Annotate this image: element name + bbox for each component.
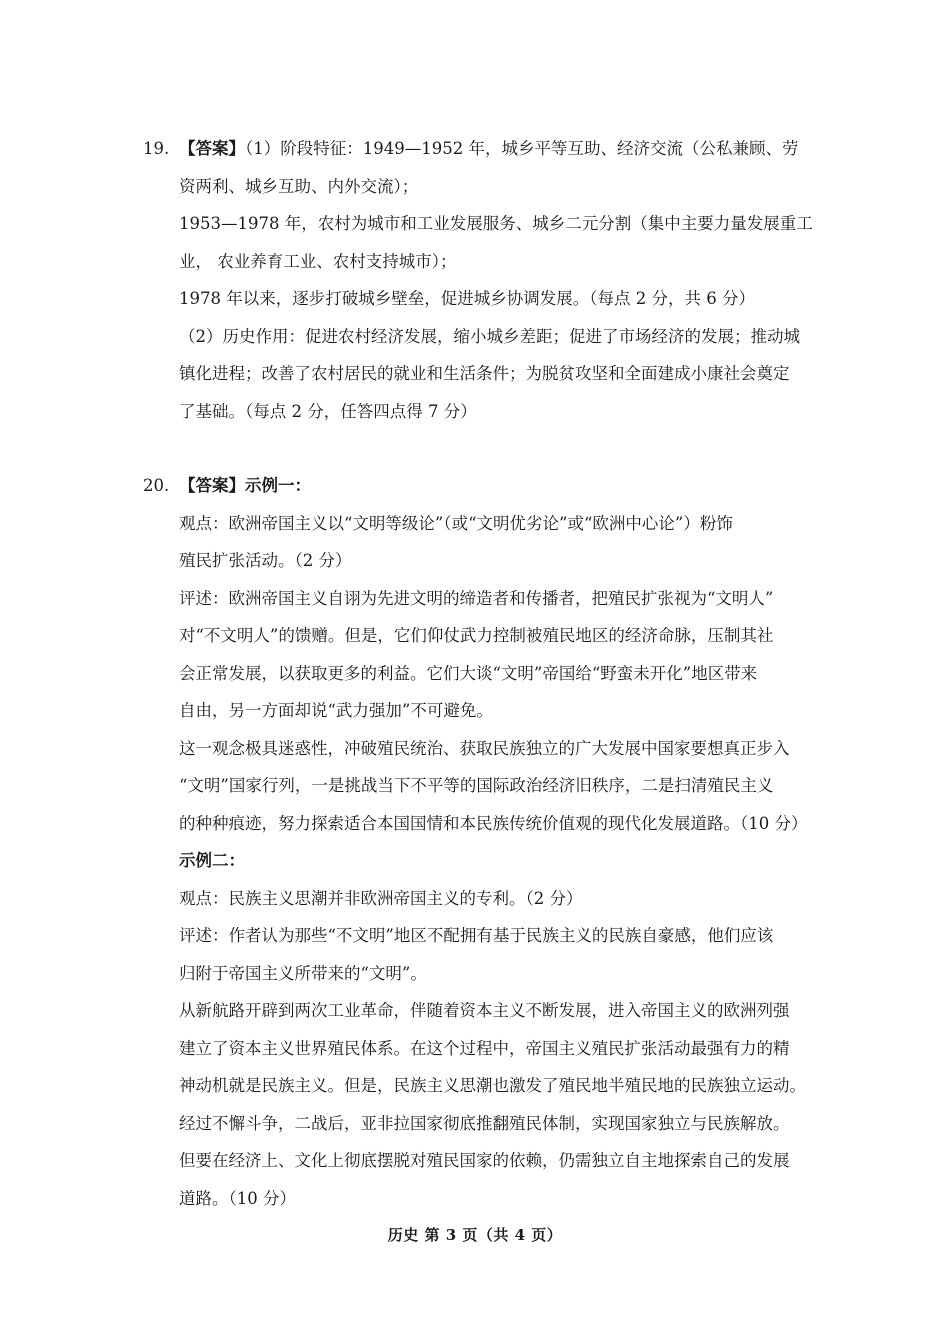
example-2-text-line: 评述：作者认为那些“不文明”地区不配拥有基于民族主义的民族自豪感，他们应该 — [179, 926, 774, 945]
answer-text-line: （1）阶段特征：1949—1952 年，城乡平等互助、经济交流（公私兼顾、劳 — [245, 139, 799, 158]
answer-text-line: 1953—1978 年，农村为城市和工业发展服务、城乡二元分割（集中主要力量发展重工 — [179, 214, 813, 233]
question-number: 19. — [143, 139, 170, 158]
question-19-first-line — [143, 130, 813, 168]
example-2-text-line: 从新航路开辟到两次工业革命，伴随着资本主义不断发展，进入帝国主义的欧洲列强 — [179, 1001, 790, 1020]
answer-text-line: 业， 农业养育工业、农村支持城市）； — [179, 251, 457, 271]
question-19-answer — [143, 130, 813, 430]
example-1-text-line: 的种种痕迹，努力探索适合本国国情和本民族传统价值观的现代化发展道路。（10 分） — [179, 813, 808, 833]
example-1-text-line: 自由，另一方面却说“武力强加”不可避免。 — [179, 701, 493, 720]
example-1-text-line: 评述：欧洲帝国主义自诩为先进文明的缔造者和传播者，把殖民扩张视为“文明人” — [179, 588, 774, 608]
answer-label: 【答案】示例一： — [179, 476, 311, 495]
example-2-text-line: 神动机就是民族主义。但是，民族主义思潮也激发了殖民地半殖民地的民族独立运动。 — [179, 1076, 806, 1095]
answer-text-line: 了基础。（每点 2 分，任答四点得 7 分） — [179, 401, 477, 421]
example-1-text-line: 对“不文明人”的馈赠。但是，它们仰仗武力控制被殖民地区的经济命脉，压制其社 — [179, 626, 774, 645]
example-2-label: 示例二： — [179, 851, 245, 870]
answer-text-line: （2）历史作用：促进农村经济发展，缩小城乡差距；促进了市场经济的发展；推动城 — [179, 326, 800, 346]
example-2-text-line: 建立了资本主义世界殖民体系。在这个过程中，帝国主义殖民扩张活动最强有力的精 — [179, 1038, 790, 1058]
answer-text-line: 资两利、城乡互助、内外交流）； — [179, 176, 419, 196]
example-1-text-line: 会正常发展，以获取更多的利益。它们大谈“文明”帝国给“野蛮未开化”地区带来 — [179, 663, 758, 683]
example-2-text-line: 但要在经济上、文化上彻底摆脱对殖民国家的依赖，仍需独立自主地探索自己的发展 — [179, 1151, 790, 1170]
example-2-text-line: 道路。（10 分） — [179, 1188, 296, 1208]
example-1-text-line: 这一观念极具迷惑性，冲破殖民统治、获取民族独立的广大发展中国家要想真正步入 — [179, 738, 790, 758]
example-2-text-line: 经过不懈斗争，二战后，亚非拉国家彻底推翻殖民体制，实现国家独立与民族解放。 — [179, 1113, 790, 1133]
example-2-text-line: 归附于帝国主义所带来的“文明”。 — [179, 963, 427, 983]
question-20-answer — [143, 467, 813, 1217]
example-2-text-line: 观点：民族主义思潮并非欧洲帝国主义的专利。（2 分） — [179, 888, 583, 908]
question-number: 20. — [143, 476, 170, 495]
answer-text-line: 1978 年以来，逐步打破城乡壁垒，促进城乡协调发展。（每点 2 分，共 6 分） — [179, 289, 755, 308]
question-20-first-line — [143, 467, 813, 505]
page-footer: 历史 第 3 页（共 4 页） — [387, 1226, 563, 1244]
example-1-text-line: “文明”国家行列，一是挑战当下不平等的国际政治经济旧秩序，二是扫清殖民主义 — [179, 776, 774, 795]
example-1-text-line: 观点：欧洲帝国主义以“文明等级论”（或“文明优劣论”或“欧洲中心论”）粉饰 — [179, 513, 733, 533]
example-1-text-line: 殖民扩张活动。（2 分） — [179, 551, 352, 570]
answer-text-line: 镇化进程；改善了农村居民的就业和生活条件；为脱贫攻坚和全面建成小康社会奠定 — [179, 364, 790, 383]
answer-label: 【答案】 — [179, 139, 245, 158]
